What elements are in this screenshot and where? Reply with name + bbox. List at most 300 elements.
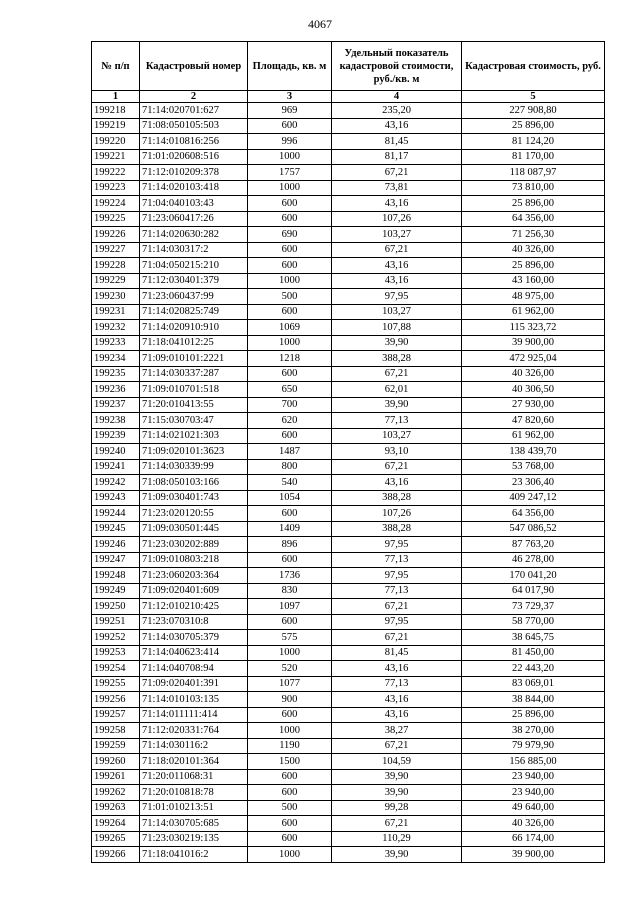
cadastral-value-cell: 38 645,75 <box>462 630 605 646</box>
cadastral-number-cell: 71:09:010803:218 <box>140 552 248 568</box>
row-number-cell: 199232 <box>92 320 140 336</box>
cadastral-value-cell: 81 124,20 <box>462 134 605 150</box>
area-cell: 600 <box>248 769 332 785</box>
row-number-cell: 199223 <box>92 180 140 196</box>
area-cell: 900 <box>248 692 332 708</box>
cadastral-number-cell: 71:09:030401:743 <box>140 490 248 506</box>
area-cell: 1054 <box>248 490 332 506</box>
area-cell: 500 <box>248 289 332 305</box>
cadastral-number-cell: 71:14:030705:379 <box>140 630 248 646</box>
cadastral-value-cell: 40 326,00 <box>462 816 605 832</box>
unit-value-cell: 77,13 <box>332 583 462 599</box>
cadastral-value-cell: 39 900,00 <box>462 335 605 351</box>
area-cell: 600 <box>248 304 332 320</box>
unit-value-cell: 97,95 <box>332 537 462 553</box>
area-cell: 1487 <box>248 444 332 460</box>
cadastral-number-cell: 71:23:030202:889 <box>140 537 248 553</box>
column-number: 1 <box>92 91 140 103</box>
cadastral-value-cell: 81 450,00 <box>462 645 605 661</box>
row-number-cell: 199237 <box>92 397 140 413</box>
cadastral-number-cell: 71:04:050215:210 <box>140 258 248 274</box>
area-cell: 600 <box>248 118 332 134</box>
cadastral-number-cell: 71:09:020101:3623 <box>140 444 248 460</box>
table-row <box>92 723 605 739</box>
cadastral-number-cell: 71:09:020401:391 <box>140 676 248 692</box>
row-number-cell: 199226 <box>92 227 140 243</box>
row-number-cell: 199247 <box>92 552 140 568</box>
row-number-cell: 199256 <box>92 692 140 708</box>
column-number: 4 <box>332 91 462 103</box>
table-row <box>92 134 605 150</box>
unit-value-cell: 103,27 <box>332 304 462 320</box>
table-row <box>92 382 605 398</box>
row-number-cell: 199266 <box>92 847 140 863</box>
table-row <box>92 614 605 630</box>
table-row <box>92 785 605 801</box>
table-row <box>92 506 605 522</box>
area-cell: 500 <box>248 800 332 816</box>
cadastral-number-cell: 71:08:050105:503 <box>140 118 248 134</box>
row-number-cell: 199265 <box>92 831 140 847</box>
unit-value-cell: 39,90 <box>332 785 462 801</box>
cadastral-number-cell: 71:20:010818:78 <box>140 785 248 801</box>
area-cell: 600 <box>248 258 332 274</box>
cadastral-number-cell: 71:14:020701:627 <box>140 103 248 119</box>
unit-value-cell: 67,21 <box>332 366 462 382</box>
row-number-cell: 199253 <box>92 645 140 661</box>
table-row <box>92 676 605 692</box>
cadastral-value-cell: 170 041,20 <box>462 568 605 584</box>
area-cell: 600 <box>248 707 332 723</box>
area-cell: 1000 <box>248 645 332 661</box>
cadastral-value-cell: 227 908,80 <box>462 103 605 119</box>
cadastral-number-cell: 71:14:040708:94 <box>140 661 248 677</box>
header-area: Площадь, кв. м <box>248 42 332 91</box>
unit-value-cell: 97,95 <box>332 289 462 305</box>
cadastral-number-cell: 71:18:020101:364 <box>140 754 248 770</box>
table-row <box>92 335 605 351</box>
cadastral-number-cell: 71:09:030501:445 <box>140 521 248 537</box>
cadastral-number-cell: 71:09:010701:518 <box>140 382 248 398</box>
table-row <box>92 289 605 305</box>
cadastral-number-cell: 71:14:020630:282 <box>140 227 248 243</box>
cadastral-value-cell: 71 256,30 <box>462 227 605 243</box>
area-cell: 600 <box>248 428 332 444</box>
cadastral-value-cell: 40 326,00 <box>462 242 605 258</box>
cadastral-value-cell: 25 896,00 <box>462 707 605 723</box>
unit-value-cell: 77,13 <box>332 413 462 429</box>
table-row <box>92 707 605 723</box>
unit-value-cell: 81,17 <box>332 149 462 165</box>
table-row <box>92 800 605 816</box>
row-number-cell: 199258 <box>92 723 140 739</box>
header-cadastral-number: Кадастровый номер <box>140 42 248 91</box>
cadastral-value-cell: 87 763,20 <box>462 537 605 553</box>
area-cell: 620 <box>248 413 332 429</box>
unit-value-cell: 107,26 <box>332 211 462 227</box>
cadastral-value-cell: 25 896,00 <box>462 258 605 274</box>
unit-value-cell: 110,29 <box>332 831 462 847</box>
area-cell: 1736 <box>248 568 332 584</box>
table-row <box>92 568 605 584</box>
unit-value-cell: 388,28 <box>332 521 462 537</box>
row-number-cell: 199222 <box>92 165 140 181</box>
area-cell: 1000 <box>248 335 332 351</box>
cadastral-value-cell: 49 640,00 <box>462 800 605 816</box>
table-row <box>92 831 605 847</box>
table-row <box>92 428 605 444</box>
unit-value-cell: 81,45 <box>332 134 462 150</box>
cadastral-number-cell: 71:20:010413:55 <box>140 397 248 413</box>
cadastral-number-cell: 71:15:030703:47 <box>140 413 248 429</box>
row-number-cell: 199238 <box>92 413 140 429</box>
area-cell: 600 <box>248 831 332 847</box>
cadastral-number-cell: 71:12:010210:425 <box>140 599 248 615</box>
column-number: 5 <box>462 91 605 103</box>
area-cell: 600 <box>248 816 332 832</box>
cadastral-value-cell: 47 820,60 <box>462 413 605 429</box>
cadastral-number-cell: 71:23:020120:55 <box>140 506 248 522</box>
header-row <box>92 42 605 91</box>
cadastral-value-cell: 156 885,00 <box>462 754 605 770</box>
cadastral-value-cell: 66 174,00 <box>462 831 605 847</box>
cadastral-value-cell: 58 770,00 <box>462 614 605 630</box>
row-number-cell: 199246 <box>92 537 140 553</box>
unit-value-cell: 97,95 <box>332 568 462 584</box>
area-cell: 1190 <box>248 738 332 754</box>
row-number-cell: 199235 <box>92 366 140 382</box>
unit-value-cell: 73,81 <box>332 180 462 196</box>
unit-value-cell: 39,90 <box>332 397 462 413</box>
cadastral-number-cell: 71:23:060437:99 <box>140 289 248 305</box>
area-cell: 996 <box>248 134 332 150</box>
area-cell: 1500 <box>248 754 332 770</box>
unit-value-cell: 67,21 <box>332 242 462 258</box>
area-cell: 1000 <box>248 723 332 739</box>
table-row <box>92 583 605 599</box>
table-row <box>92 413 605 429</box>
cadastral-number-cell: 71:14:011111:414 <box>140 707 248 723</box>
row-number-cell: 199257 <box>92 707 140 723</box>
unit-value-cell: 103,27 <box>332 227 462 243</box>
unit-value-cell: 77,13 <box>332 552 462 568</box>
page-number: 4067 <box>308 17 332 31</box>
unit-value-cell: 81,45 <box>332 645 462 661</box>
area-cell: 969 <box>248 103 332 119</box>
cadastral-number-cell: 71:23:060417:26 <box>140 211 248 227</box>
row-number-cell: 199233 <box>92 335 140 351</box>
area-cell: 540 <box>248 475 332 491</box>
cadastral-value-cell: 61 962,00 <box>462 304 605 320</box>
row-number-cell: 199262 <box>92 785 140 801</box>
unit-value-cell: 39,90 <box>332 769 462 785</box>
cadastral-value-cell: 25 896,00 <box>462 118 605 134</box>
row-number-cell: 199227 <box>92 242 140 258</box>
unit-value-cell: 43,16 <box>332 692 462 708</box>
table-row <box>92 599 605 615</box>
row-number-cell: 199221 <box>92 149 140 165</box>
cadastral-value-cell: 46 278,00 <box>462 552 605 568</box>
row-number-cell: 199219 <box>92 118 140 134</box>
cadastral-number-cell: 71:14:030116:2 <box>140 738 248 754</box>
area-cell: 1077 <box>248 676 332 692</box>
table-row <box>92 351 605 367</box>
unit-value-cell: 388,28 <box>332 351 462 367</box>
cadastral-value-cell: 40 306,50 <box>462 382 605 398</box>
cadastral-number-cell: 71:14:040623:414 <box>140 645 248 661</box>
area-cell: 1409 <box>248 521 332 537</box>
table-row <box>92 816 605 832</box>
row-number-cell: 199248 <box>92 568 140 584</box>
unit-value-cell: 67,21 <box>332 630 462 646</box>
row-number-cell: 199236 <box>92 382 140 398</box>
cadastral-number-cell: 71:14:030705:685 <box>140 816 248 832</box>
cadastral-number-cell: 71:14:030337:287 <box>140 366 248 382</box>
area-cell: 1097 <box>248 599 332 615</box>
cadastral-number-cell: 71:23:030219:135 <box>140 831 248 847</box>
header-row-number: № п/п <box>92 42 140 91</box>
unit-value-cell: 43,16 <box>332 258 462 274</box>
unit-value-cell: 67,21 <box>332 599 462 615</box>
cadastral-number-cell: 71:14:030339:99 <box>140 459 248 475</box>
cadastral-number-cell: 71:14:010816:256 <box>140 134 248 150</box>
table-row <box>92 692 605 708</box>
table-row <box>92 227 605 243</box>
cadastral-number-cell: 71:20:011068:31 <box>140 769 248 785</box>
unit-value-cell: 93,10 <box>332 444 462 460</box>
cadastral-value-cell: 23 306,40 <box>462 475 605 491</box>
table-row <box>92 645 605 661</box>
area-cell: 600 <box>248 552 332 568</box>
unit-value-cell: 67,21 <box>332 459 462 475</box>
table-body <box>92 103 605 863</box>
cadastral-number-cell: 71:14:020103:418 <box>140 180 248 196</box>
cadastral-number-cell: 71:14:020825:749 <box>140 304 248 320</box>
unit-value-cell: 38,27 <box>332 723 462 739</box>
cadastral-value-cell: 64 017,90 <box>462 583 605 599</box>
cadastral-number-cell: 71:04:040103:43 <box>140 196 248 212</box>
area-cell: 700 <box>248 397 332 413</box>
row-number-cell: 199230 <box>92 289 140 305</box>
cadastral-value-table <box>91 41 605 863</box>
area-cell: 1218 <box>248 351 332 367</box>
cadastral-value-cell: 48 975,00 <box>462 289 605 305</box>
cadastral-value-cell: 409 247,12 <box>462 490 605 506</box>
cadastral-number-cell: 71:08:050103:166 <box>140 475 248 491</box>
row-number-cell: 199245 <box>92 521 140 537</box>
row-number-cell: 199264 <box>92 816 140 832</box>
unit-value-cell: 97,95 <box>332 614 462 630</box>
area-cell: 690 <box>248 227 332 243</box>
row-number-cell: 199229 <box>92 273 140 289</box>
cadastral-number-cell: 71:14:010103:135 <box>140 692 248 708</box>
row-number-cell: 199244 <box>92 506 140 522</box>
row-number-cell: 199231 <box>92 304 140 320</box>
table-row <box>92 769 605 785</box>
area-cell: 1000 <box>248 273 332 289</box>
row-number-cell: 199234 <box>92 351 140 367</box>
row-number-cell: 199250 <box>92 599 140 615</box>
table-row <box>92 165 605 181</box>
cadastral-value-cell: 61 962,00 <box>462 428 605 444</box>
column-number-row <box>92 91 605 103</box>
unit-value-cell: 43,16 <box>332 707 462 723</box>
table-row <box>92 459 605 475</box>
unit-value-cell: 43,16 <box>332 661 462 677</box>
table-row <box>92 630 605 646</box>
cadastral-number-cell: 71:12:010209:378 <box>140 165 248 181</box>
table-row <box>92 738 605 754</box>
row-number-cell: 199240 <box>92 444 140 460</box>
cadastral-number-cell: 71:18:041016:2 <box>140 847 248 863</box>
cadastral-number-cell: 71:12:020331:764 <box>140 723 248 739</box>
unit-value-cell: 77,13 <box>332 676 462 692</box>
cadastral-value-cell: 81 170,00 <box>462 149 605 165</box>
unit-value-cell: 43,16 <box>332 118 462 134</box>
row-number-cell: 199242 <box>92 475 140 491</box>
cadastral-value-cell: 79 979,90 <box>462 738 605 754</box>
area-cell: 1000 <box>248 180 332 196</box>
table-row <box>92 211 605 227</box>
table-row <box>92 304 605 320</box>
area-cell: 600 <box>248 614 332 630</box>
row-number-cell: 199241 <box>92 459 140 475</box>
table-row <box>92 397 605 413</box>
unit-value-cell: 43,16 <box>332 196 462 212</box>
cadastral-number-cell: 71:18:041012:25 <box>140 335 248 351</box>
area-cell: 600 <box>248 366 332 382</box>
row-number-cell: 199249 <box>92 583 140 599</box>
table-row <box>92 320 605 336</box>
header-unit-value: Удельный показатель кадастровой стоимости, руб./кв. м <box>332 42 462 91</box>
unit-value-cell: 235,20 <box>332 103 462 119</box>
table-row <box>92 366 605 382</box>
cadastral-value-cell: 38 844,00 <box>462 692 605 708</box>
table-row <box>92 661 605 677</box>
table-row <box>92 552 605 568</box>
cadastral-value-cell: 138 439,70 <box>462 444 605 460</box>
cadastral-number-cell: 71:23:070310:8 <box>140 614 248 630</box>
cadastral-value-cell: 22 443,20 <box>462 661 605 677</box>
area-cell: 800 <box>248 459 332 475</box>
area-cell: 1069 <box>248 320 332 336</box>
cadastral-value-cell: 53 768,00 <box>462 459 605 475</box>
cadastral-number-cell: 71:12:030401:379 <box>140 273 248 289</box>
column-number: 2 <box>140 91 248 103</box>
table-row <box>92 754 605 770</box>
table-row <box>92 118 605 134</box>
table-row <box>92 258 605 274</box>
cadastral-value-cell: 40 326,00 <box>462 366 605 382</box>
unit-value-cell: 67,21 <box>332 165 462 181</box>
table-row <box>92 180 605 196</box>
unit-value-cell: 104,59 <box>332 754 462 770</box>
cadastral-number-cell: 71:09:010101:2221 <box>140 351 248 367</box>
row-number-cell: 199225 <box>92 211 140 227</box>
table-row <box>92 273 605 289</box>
table-row <box>92 537 605 553</box>
row-number-cell: 199251 <box>92 614 140 630</box>
cadastral-value-cell: 73 810,00 <box>462 180 605 196</box>
unit-value-cell: 43,16 <box>332 475 462 491</box>
table-row <box>92 847 605 863</box>
table-row <box>92 242 605 258</box>
cadastral-value-cell: 83 069,01 <box>462 676 605 692</box>
table-row <box>92 444 605 460</box>
row-number-cell: 199254 <box>92 661 140 677</box>
table-header <box>92 42 605 103</box>
unit-value-cell: 43,16 <box>332 273 462 289</box>
cadastral-number-cell: 71:01:010213:51 <box>140 800 248 816</box>
unit-value-cell: 388,28 <box>332 490 462 506</box>
unit-value-cell: 39,90 <box>332 335 462 351</box>
cadastral-value-cell: 64 356,00 <box>462 506 605 522</box>
area-cell: 600 <box>248 242 332 258</box>
row-number-cell: 199259 <box>92 738 140 754</box>
cadastral-value-cell: 64 356,00 <box>462 211 605 227</box>
row-number-cell: 199224 <box>92 196 140 212</box>
cadastral-number-cell: 71:09:020401:609 <box>140 583 248 599</box>
area-cell: 1000 <box>248 847 332 863</box>
cadastral-number-cell: 71:14:021021:303 <box>140 428 248 444</box>
row-number-cell: 199243 <box>92 490 140 506</box>
area-cell: 600 <box>248 785 332 801</box>
row-number-cell: 199218 <box>92 103 140 119</box>
row-number-cell: 199252 <box>92 630 140 646</box>
header-cadastral-value: Кадастровая стоимость, руб. <box>462 42 605 91</box>
row-number-cell: 199239 <box>92 428 140 444</box>
cadastral-value-cell: 25 896,00 <box>462 196 605 212</box>
cadastral-number-cell: 71:23:060203:364 <box>140 568 248 584</box>
cadastral-value-cell: 115 323,72 <box>462 320 605 336</box>
area-cell: 600 <box>248 211 332 227</box>
cadastral-value-cell: 23 940,00 <box>462 769 605 785</box>
unit-value-cell: 103,27 <box>332 428 462 444</box>
area-cell: 896 <box>248 537 332 553</box>
cadastral-value-cell: 38 270,00 <box>462 723 605 739</box>
table-row <box>92 103 605 119</box>
unit-value-cell: 67,21 <box>332 816 462 832</box>
unit-value-cell: 62,01 <box>332 382 462 398</box>
area-cell: 520 <box>248 661 332 677</box>
table-row <box>92 475 605 491</box>
cadastral-value-cell: 23 940,00 <box>462 785 605 801</box>
row-number-cell: 199263 <box>92 800 140 816</box>
unit-value-cell: 107,88 <box>332 320 462 336</box>
row-number-cell: 199260 <box>92 754 140 770</box>
cadastral-value-cell: 73 729,37 <box>462 599 605 615</box>
unit-value-cell: 39,90 <box>332 847 462 863</box>
table-row <box>92 490 605 506</box>
cadastral-number-cell: 71:14:020910:910 <box>140 320 248 336</box>
table-row <box>92 521 605 537</box>
cadastral-value-cell: 27 930,00 <box>462 397 605 413</box>
table-row <box>92 149 605 165</box>
row-number-cell: 199255 <box>92 676 140 692</box>
cadastral-value-cell: 39 900,00 <box>462 847 605 863</box>
row-number-cell: 199261 <box>92 769 140 785</box>
area-cell: 1000 <box>248 149 332 165</box>
area-cell: 600 <box>248 506 332 522</box>
area-cell: 575 <box>248 630 332 646</box>
cadastral-number-cell: 71:14:030317:2 <box>140 242 248 258</box>
cadastral-value-cell: 472 925,04 <box>462 351 605 367</box>
unit-value-cell: 99,28 <box>332 800 462 816</box>
row-number-cell: 199228 <box>92 258 140 274</box>
area-cell: 650 <box>248 382 332 398</box>
table-row <box>92 196 605 212</box>
area-cell: 600 <box>248 196 332 212</box>
